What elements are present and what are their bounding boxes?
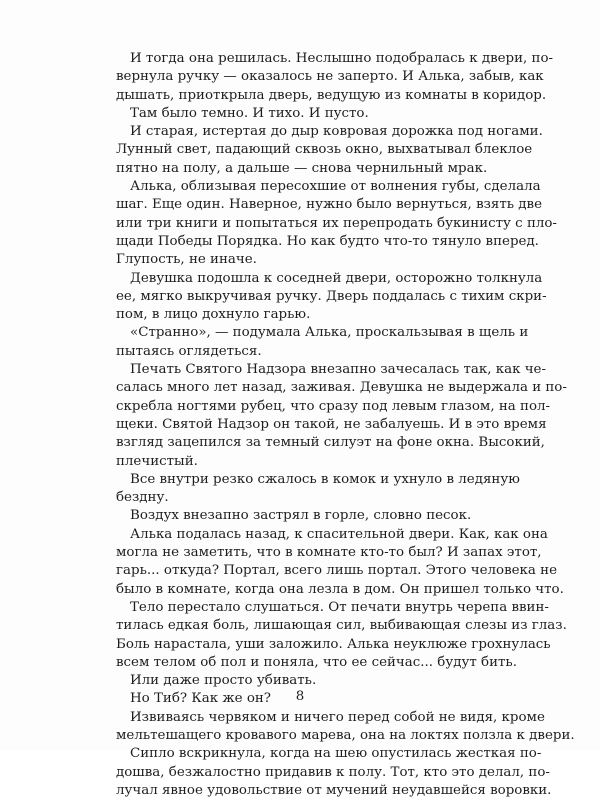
paragraph [116, 105, 486, 123]
paragraph [116, 361, 567, 471]
text-line: Воздух внезапно застрял в горле, словно песок. [130, 508, 472, 524]
text-line: гарь... откуда? Портал, всего лишь портал. Этого человека не [116, 563, 558, 579]
paragraph [116, 270, 547, 325]
paragraph [116, 507, 486, 525]
page-number: 8 [295, 689, 305, 704]
text-line: Все внутри резко сжалось в комок и ухнуло в ледяную [130, 471, 520, 487]
paragraph [116, 709, 575, 746]
text-line: И старая, истертая до дыр ковровая дорожка под ногами. [130, 124, 543, 140]
text-line: щеки. Святой Надзор он такой, не забалуешь. И в это время [116, 416, 547, 432]
text-line: мельтешащего кровавого марева, она на локтях ползла к двери. [116, 727, 575, 743]
text-line: дышать, приоткрыла дверь, ведущую из комнаты в коридор. [116, 87, 547, 103]
paragraph [116, 745, 552, 800]
paragraph [116, 672, 486, 690]
text-line: вернула ручку — оказалось не заперто. И Алька, забыв, как [116, 69, 544, 85]
text-line: пятно на полу, а дальше — снова чернильный мрак. [116, 160, 488, 176]
text-line: Боль нарастала, уши заложило. Алька неуклюже грохнулась [116, 636, 551, 652]
text-line: или три книги и попытаться их перепродать букинисту с пло- [116, 215, 557, 231]
text-line: скребла ногтями рубец, что сразу под левым глазом, на пол- [116, 398, 551, 414]
text-line: Лунный свет, падающий сквозь окно, выхватывал блеклое [116, 142, 533, 158]
paragraph [116, 599, 567, 672]
text-line: Тело перестало слушаться. От печати внутрь черепа ввин- [130, 599, 549, 615]
paragraph [116, 178, 557, 269]
text-line: плечистый. [116, 453, 198, 469]
text-line: Глупость, не иначе. [116, 252, 257, 268]
text-line: Извиваясь червяком и ничего перед собой не видя, кроме [130, 709, 545, 725]
text-line: Сипло вскрикнула, когда на шею опустилась жесткая по- [130, 746, 542, 762]
body-text [116, 50, 575, 800]
text-line: Алька подалась назад, к спасительной двери. Как, как она [130, 526, 548, 542]
text-line: взгляд зацепился за темный силуэт на фоне окна. Высокий, [116, 435, 545, 451]
text-line: бездну. [116, 490, 169, 506]
text-line: И тогда она решилась. Неслышно подобралась к двери, по- [130, 51, 554, 66]
text-line: пытаясь оглядеться. [116, 343, 262, 359]
text-line: шаг. Еще один. Наверное, нужно было вернуться, взять две [116, 197, 543, 213]
text-line: пом, в лицо дохнуло гарью. [116, 307, 311, 323]
text-line: «Странно», — подумала Алька, проскальзывая в щель и [130, 325, 529, 341]
text-line: лучал явное удовольствие от мучений неудавшейся воровки. [116, 782, 552, 798]
text-line: щади Победы Порядка. Но как будто что-то тянуло вперед. [116, 233, 539, 249]
text-line: ее, мягко выкручивая ручку. Дверь поддалась с тихим скри- [116, 288, 547, 304]
paragraph [116, 526, 564, 599]
text-line: Там было темно. И тихо. И пусто. [130, 105, 369, 121]
paragraph [116, 324, 529, 361]
text-line: Алька, облизывая пересохшие от волнения губы, сделала [130, 179, 541, 195]
text-line: Печать Святого Надзора внезапно зачесалась так, как че- [130, 362, 546, 378]
text-line: салась много лет назад, заживая. Девушка не выдержала и по- [116, 380, 567, 396]
text-line: Или даже просто убивать. [130, 673, 317, 689]
text-line: дошва, безжалостно придавив к полу. Тот, кто это делал, по- [116, 764, 550, 780]
text-line: Но Тиб? Как же он? [130, 691, 271, 707]
text-line: Девушка подошла к соседней двери, осторожно толкнула [130, 270, 543, 286]
text-line: было в комнате, когда она лезла в дом. Он пришел только что. [116, 581, 564, 597]
text-line: могла не заметить, что в комнате кто-то был? И запах этот, [116, 545, 542, 561]
paragraph [116, 123, 543, 178]
text-line: тилась едкая боль, лишающая сил, выбивающая слезы из глаз. [116, 618, 567, 634]
paragraph [116, 471, 520, 508]
text-line: всем телом об пол и поняла, что ее сейчас... будут бить. [116, 654, 517, 670]
paragraph [116, 50, 554, 105]
